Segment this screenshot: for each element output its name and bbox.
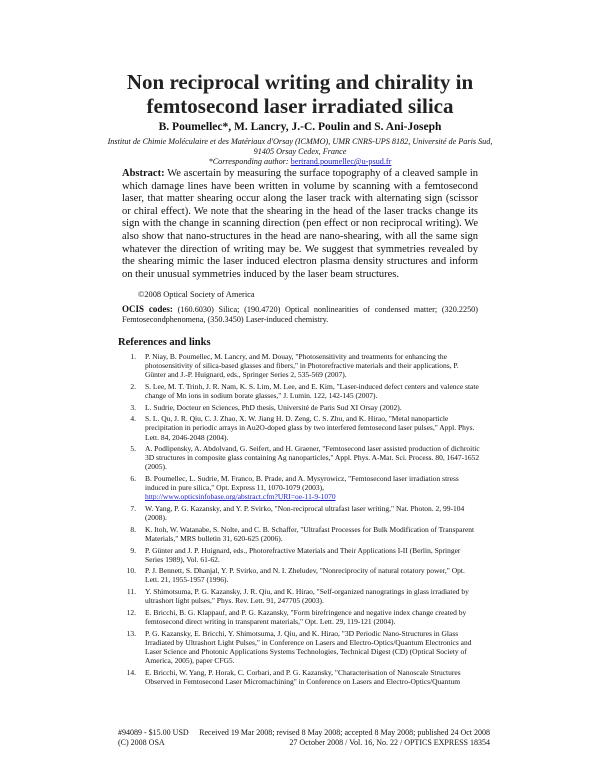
reference-number: 12.: [126, 607, 136, 617]
reference-item: [118, 474, 480, 501]
reference-item: [118, 352, 480, 379]
reference-number: 1.: [130, 352, 136, 361]
reference-item: [118, 668, 480, 686]
affiliation-line-1: Institut de Chimie Moléculaire et des Matériaux d'Orsay (ICMMO), UMR CNRS-UPS 8182, Université de Paris Sud,: [107, 137, 493, 146]
paper-title: [90, 70, 510, 118]
reference-item: [118, 403, 480, 412]
reference-number: 3.: [130, 402, 136, 412]
abstract-text: We ascertain by measuring the surface topography of a cleaved sample in which damage lines have been written in volume by scanning with a femtosecond laser, that matter shearing occur along the laser track with alternating sign (scissor or chiral effect). We note that the shearing in the head of the laser tracks change its sign with the change in scanning direction (pen effect or non reciprocal writing). We also show that nano-structures in the head are nano-shearing, with all the same sign whatever the direction of writing may be. We suggest that symmetries revealed by the shearing mimic the laser induced electron plasma density structures and inform on their unusual symmetries induced by the laser beam structures.: [122, 168, 479, 280]
footer-dates: Received 19 Mar 2008; revised 8 May 2008; accepted 8 May 2008; published 24 Oct 2008: [199, 728, 490, 737]
reference-item: [118, 382, 480, 400]
ocis-codes: [122, 304, 478, 326]
reference-number: 6.: [130, 474, 136, 484]
reference-text: P. Günter and J. P. Huignard, eds., Photorefractive Materials and Their Applications I-II (Berlin, Springer Series 1989), Vol. 61-62.: [145, 545, 461, 564]
reference-number: 4.: [130, 414, 136, 424]
reference-text: S. L. Qu, J. R. Qiu, C. J. Zhao, X. W. Jiang H. D. Zeng, C. S. Zhu, and K. Hirao, "Metal nanoparticle precipitation in periodic arrays in Au2O-doped glass by two interfered femtosecond laser pulses," Appl. Phys. Lett. 84, 2046-2048 (2004).: [145, 414, 475, 442]
ocis-text: (160.6030) Silica; (190.4720) Optical nonlinearities of condensed matter; (320.2250) Femtosecondphenomena, (350.3450) Laser-induced chemistry.: [122, 305, 478, 325]
reference-list: [118, 352, 480, 688]
corresponding-author: [60, 157, 540, 167]
reference-item: [118, 587, 480, 605]
ocis-label: OCIS codes:: [122, 304, 173, 314]
reference-number: 11.: [126, 587, 136, 597]
abstract-label: Abstract:: [122, 168, 165, 179]
reference-item: [118, 525, 480, 543]
reference-text: L. Sudrie, Docteur en Sciences, PhD thesis, Université de Paris Sud XI Orsay (2002).: [145, 402, 402, 412]
reference-number: 2.: [130, 381, 136, 391]
reference-number: 13.: [126, 628, 136, 638]
reference-link[interactable]: http://www.opticsinfobase.org/abstract.cfm?URI=oe-11-9-1070: [145, 492, 336, 502]
affiliation-line-2: 91405 Orsay Cedex, France: [253, 147, 347, 156]
reference-item: [118, 444, 480, 471]
references-heading: References and links: [118, 337, 211, 348]
footer-copyright: (C) 2008 OSA: [118, 738, 165, 747]
reference-item: [118, 608, 480, 626]
reference-number: 5.: [130, 444, 136, 454]
reference-text: E. Bricchi, B. G. Klappauf, and P. G. Kazansky, "Form birefringence and negative index change created by femtosecond direct writing in transparent materials," Opt. Lett. 29, 119-121 (2004).: [145, 607, 467, 626]
reference-text: P. J. Bennett, S. Dhanjal, Y. P. Svirko, and N. I. Zheludev, "Nonreciprocity of natural rotatory power," Opt. Lett. 21, 1955-1957 (1996).: [145, 566, 465, 585]
reference-text: P. Niay, B. Poumellec, M. Lancry, and M. Douay, "Photosensitivity and treatments for enhancing the photosensitivity of silica-based glasses and fibers," in Photorefractive materials and their applications, P. Günter and J.-P. Huignard, eds., Springer Series 2, 535-569 (2007).: [145, 352, 459, 380]
author-list: B. Poumellec*, M. Lancry, J.-C. Poulin and S. Ani-Joseph: [158, 121, 442, 133]
reference-text: W. Yang, P. G. Kazansky, and Y. P. Svirko, "Non-reciprocal ultrafast laser writing," Nat. Photon. 2, 99-104 (2008).: [145, 503, 465, 523]
reference-text: Y. Shimotsuma, P. G. Kazansky, J. R. Qiu, and K. Hirao, "Self-organized nanogratings in glass irradiated by ultrashort light pulses," Phys. Rev. Lett. 91, 247705 (2003).: [145, 587, 469, 606]
reference-text: A. Podlipensky, A. Abdolvand, G. Seifert, and H. Graener, "Femtosecond laser assisted production of dichroitic 3D structures in composite glass containing Ag nanoparticles," Appl. Phys. A-Mat. Sci. Process. 80, 1647-1652 (2005).: [145, 444, 480, 472]
copyright-notice: ©2008 Optical Society of America: [138, 290, 255, 299]
abstract: [122, 168, 478, 281]
affiliation: [60, 137, 540, 167]
footer-price: #94089 - $15.00 USD: [118, 728, 189, 737]
footer-citation: 27 October 2008 / Vol. 16, No. 22 / OPTICS EXPRESS 18354: [289, 738, 490, 747]
reference-text: S. Lee, M. T. Trinh, J. R. Nam, K. S. Lim, M. Lee, and E. Kim, "Laser-induced defect centers and valence state change of Mn ions in sodium borate glasses," J. Lumin. 122, 142-145 (2007).: [145, 381, 479, 400]
reference-item: [118, 414, 480, 441]
corresponding-prefix: *Corresponding author:: [208, 157, 291, 166]
reference-item: [118, 566, 480, 584]
reference-item: [118, 629, 480, 665]
page-footer: [118, 728, 490, 748]
reference-number: 10.: [126, 566, 136, 576]
reference-item: [118, 546, 480, 564]
title-line-2: femtosecond laser irradiated silica: [146, 94, 454, 118]
reference-number: 9.: [130, 545, 136, 555]
reference-number: 7.: [130, 503, 136, 513]
reference-text: B. Poumellec, L. Sudrie, M. Franco, B. Prade, and A. Mysyrowicz, "Femtosecond laser irradiation stress induced in pure silica," Opt. Express 11, 1070-1079 (2003),: [145, 474, 459, 493]
author-email-link[interactable]: bertrand.poumellec@u-psud.fr: [290, 157, 392, 166]
reference-number: 8.: [130, 524, 136, 534]
reference-text: P. G. Kazansky, E. Bricchi, Y. Shimotsuma, J. Qiu, and K. Hirao, "3D Periodic Nano-Structures in Glass Irradiated by Ultrashort Light Pulses," in Conference on Lasers and Electro-Optics/Quantum Electronics and Laser Science and Photonic Applications Systems Technologies, Technical Digest (CD) (Optical Society of America, 2005), paper CFG5.: [145, 628, 472, 665]
reference-text: K. Itoh, W. Watanabe, S. Nolte, and C. B. Schaffer, "Ultrafast Processes for Bulk Modification of Transparent Materials," MRS bulletin 31, 620-625 (2006).: [145, 524, 475, 543]
title-line-1: Non reciprocal writing and chirality in: [126, 70, 474, 94]
reference-item: [118, 504, 480, 522]
reference-number: 14.: [126, 667, 136, 677]
reference-text: E. Bricchi, W. Yang, P. Horak, C. Corbari, and P. G. Kazansky, "Characterisation of Nanoscale Structures Observed in Femtosecond Laser Micromachining" in Conference on Lasers and Electro-Optics/Quantum: [145, 667, 461, 686]
